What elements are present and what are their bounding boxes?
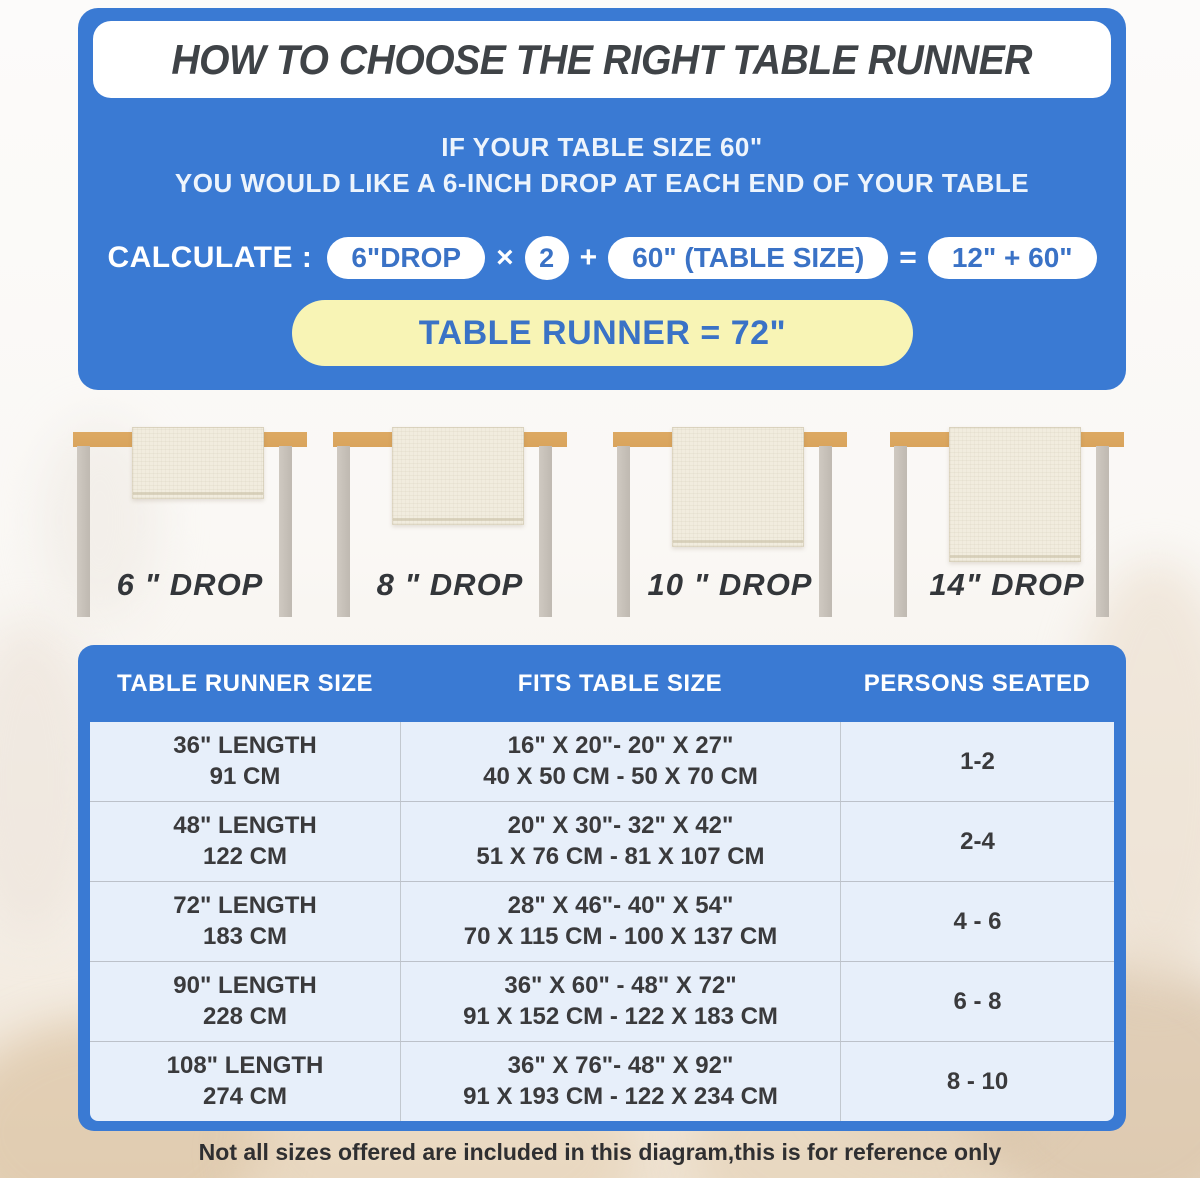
cell-fits-size [400,962,840,1041]
table-row [90,961,1114,1041]
calculate-label: CALCULATE : [107,241,313,274]
fits-size-cm: 40 X 50 CM - 50 X 70 CM [483,763,758,790]
persons-seated: 2-4 [960,827,995,855]
runner-size-inches: 48" LENGTH [173,812,317,840]
runner-result-text: TABLE RUNNER = 72" [418,313,787,352]
drop-examples-row [0,427,1200,627]
fits-size-cm: 91 X 152 CM - 122 X 183 CM [463,1003,778,1030]
intro-line-2: YOU WOULD LIKE A 6-INCH DROP AT EACH END OF YOUR TABLE [174,168,1030,198]
fits-size-cm: 91 X 193 CM - 122 X 234 CM [463,1083,778,1110]
fits-size-inches: 36" X 60" - 48" X 72" [504,972,737,1000]
fits-size-inches: 36" X 76"- 48" X 92" [507,1052,734,1080]
cell-runner-size [90,802,400,881]
fits-size-inches: 20" X 30"- 32" X 42" [507,812,734,840]
size-table [78,645,1126,1131]
multiply-sign: × [496,241,514,274]
cell-runner-size [90,1042,400,1121]
cell-runner-size [90,722,400,801]
runner-cloth [132,427,264,499]
runner-size-cm: 228 CM [202,1003,288,1030]
fits-size-inches: 16" X 20"- 20" X 27" [507,732,734,760]
runner-size-cm: 183 CM [202,923,288,950]
fits-size-inches: 28" X 46"- 40" X 54" [507,892,734,920]
equals-sign: = [899,241,917,274]
header-cell-fits-size: FITS TABLE SIZE [517,669,723,697]
drop-label: 8 " DROP [376,567,524,602]
table-row [90,881,1114,961]
persons-seated: 4 - 6 [953,907,1002,935]
header-cell-runner-size: TABLE RUNNER SIZE [116,669,374,697]
runner-size-inches: 36" LENGTH [173,732,317,760]
calculation-row [78,232,1126,284]
plus-sign: + [579,241,598,274]
footer-note: Not all sizes offered are included in this diagram,this is for reference only [198,1139,1002,1165]
table-row [90,801,1114,881]
runner-size-inches: 108" LENGTH [166,1052,324,1080]
size-table-body [90,722,1114,1121]
cell-runner-size [90,962,400,1041]
fits-size-cm: 70 X 115 CM - 100 X 137 CM [463,923,778,950]
header-panel [78,8,1126,390]
persons-seated: 1-2 [960,747,995,775]
runner-size-inches: 72" LENGTH [173,892,317,920]
drop-figure-14in [890,427,1124,622]
cell-fits-size [400,1042,840,1121]
drop-figure-8in [333,427,567,622]
runner-size-cm: 274 CM [202,1083,288,1110]
cell-persons [840,722,1114,801]
cell-runner-size [90,882,400,961]
multiplier-badge: 2 [525,236,569,280]
drop-figure-6in [73,427,307,622]
drop-label: 6 " DROP [116,567,264,602]
cell-persons [840,962,1114,1041]
drop-value-pill: 6"DROP [327,237,485,279]
drop-figure-10in [613,427,847,622]
cell-fits-size [400,722,840,801]
runner-size-cm: 91 CM [209,763,281,790]
runner-cloth [672,427,804,547]
title-banner [93,21,1111,98]
sum-value-pill: 12" + 60" [928,237,1097,279]
table-size-pill: 60" (TABLE SIZE) [608,237,888,279]
size-table-header [90,645,1114,722]
cell-fits-size [400,802,840,881]
drop-label: 14" DROP [929,567,1085,602]
runner-size-inches: 90" LENGTH [173,972,317,1000]
runner-cloth [392,427,524,525]
cell-persons [840,802,1114,881]
fits-size-cm: 51 X 76 CM - 81 X 107 CM [476,843,765,870]
drop-label: 10 " DROP [647,567,813,602]
runner-size-cm: 122 CM [202,843,288,870]
runner-result-pill [292,300,913,366]
persons-seated: 6 - 8 [953,987,1002,1015]
cell-persons [840,1042,1114,1121]
runner-cloth [949,427,1081,562]
intro-line-1: IF YOUR TABLE SIZE 60" [441,132,763,162]
header-cell-persons: PERSONS SEATED [863,669,1091,697]
persons-seated: 8 - 10 [946,1067,1009,1095]
page-title: HOW TO CHOOSE THE RIGHT TABLE RUNNER [171,35,1033,83]
table-row [90,722,1114,801]
cell-persons [840,882,1114,961]
cell-fits-size [400,882,840,961]
table-row [90,1041,1114,1121]
